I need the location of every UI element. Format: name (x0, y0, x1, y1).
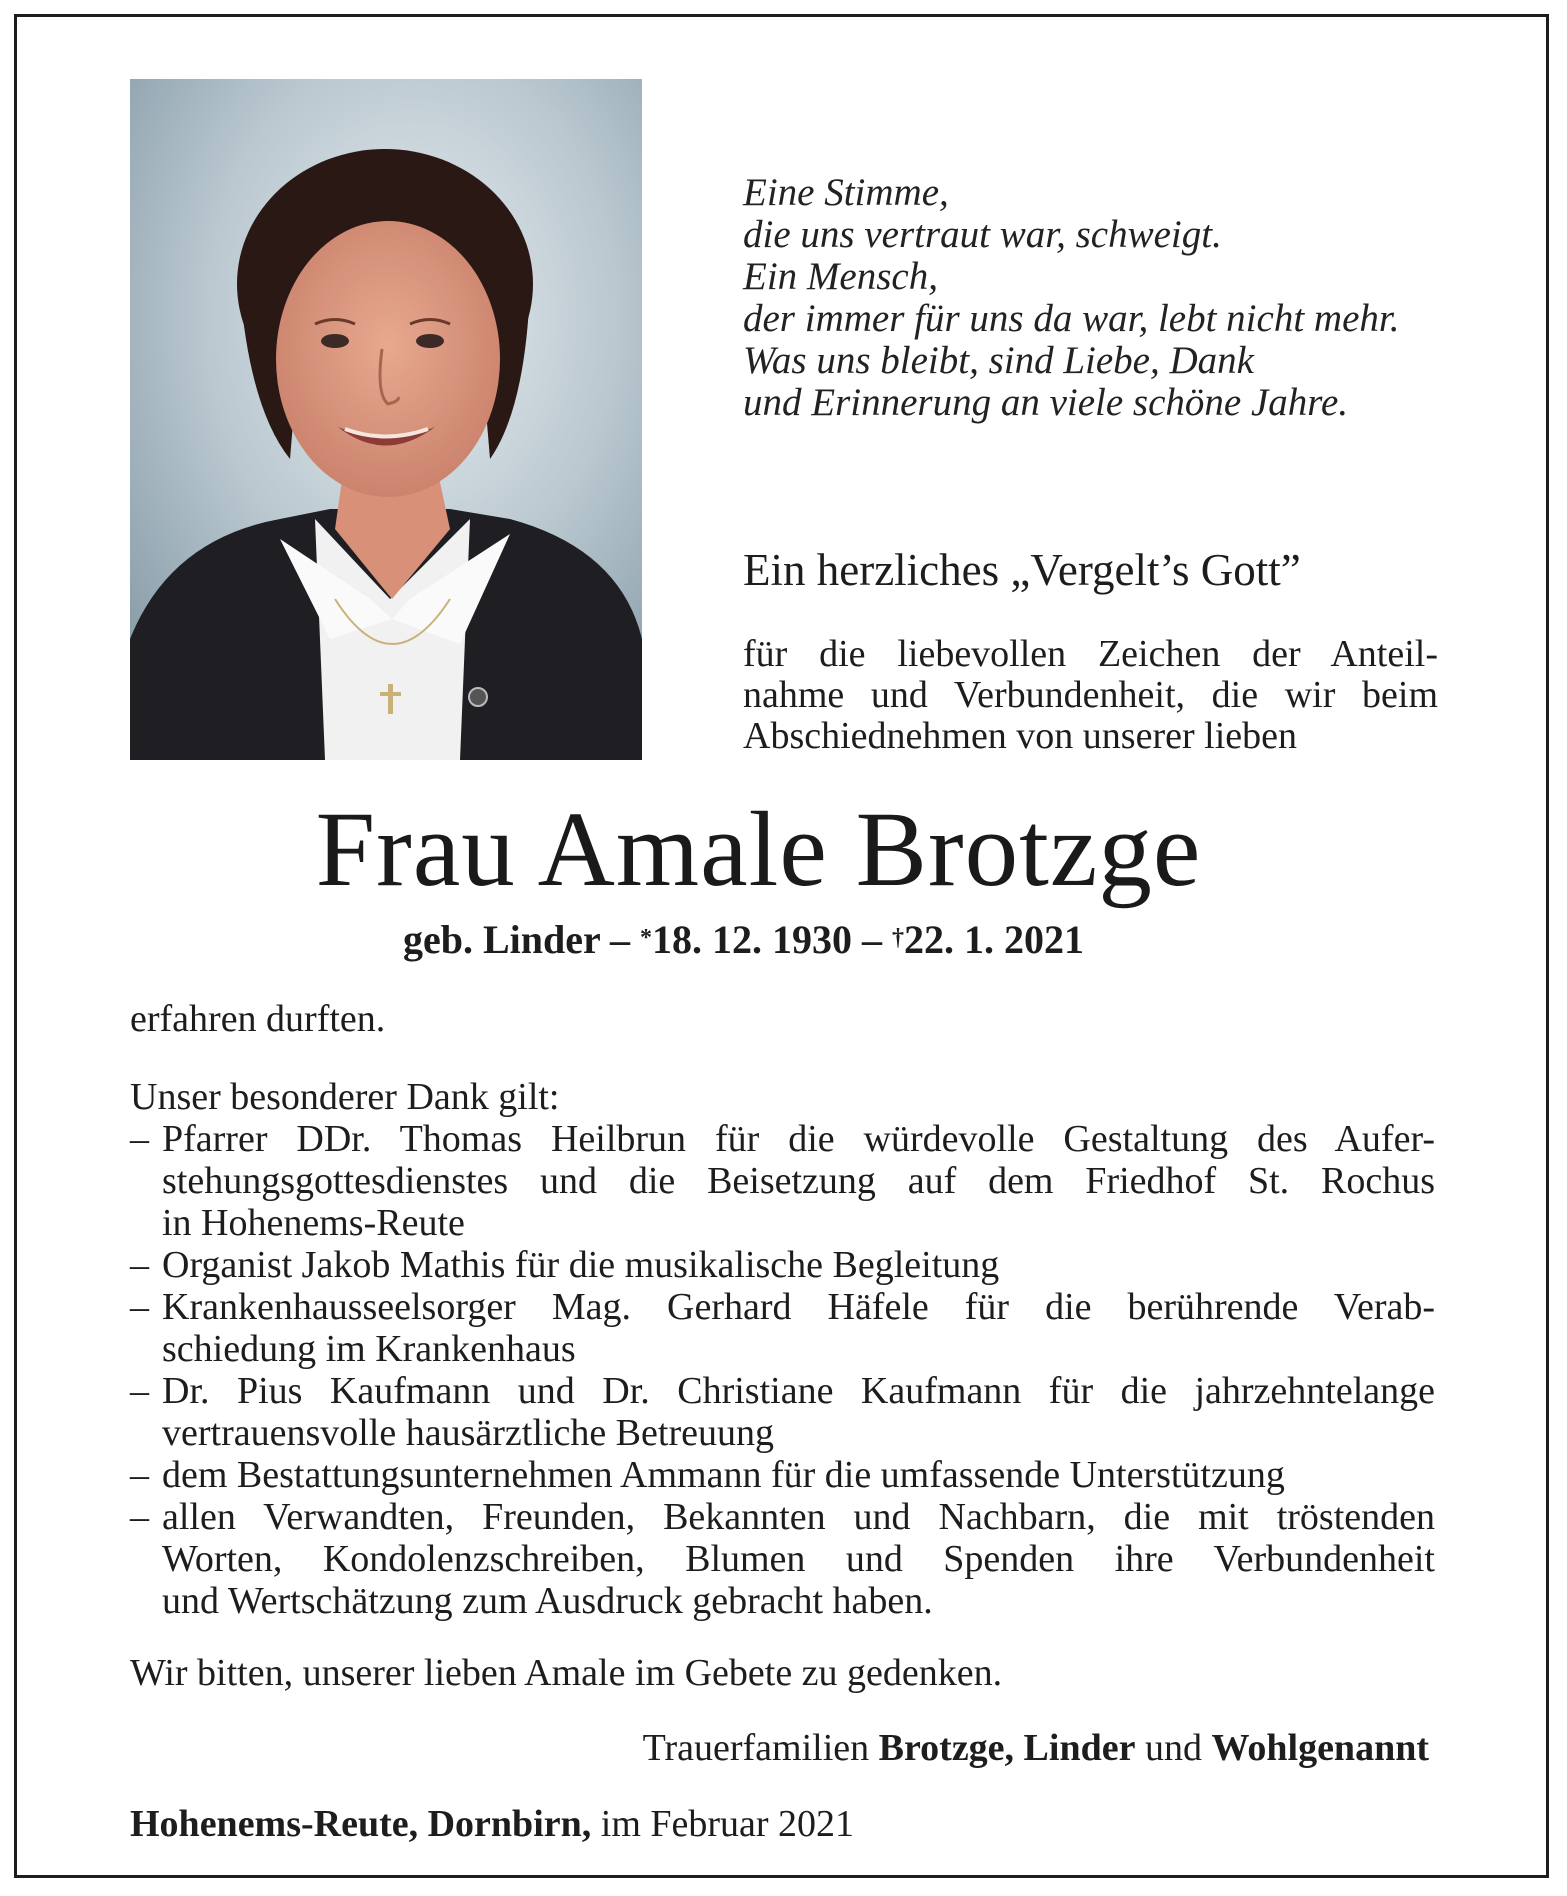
list-item (130, 1454, 1435, 1496)
poem-line: Eine Stimme, (743, 171, 949, 214)
list-dash: – (130, 1118, 149, 1160)
place-date (130, 1802, 854, 1846)
thanks-list (130, 1118, 1435, 1622)
list-dash: – (130, 1286, 149, 1328)
separator: – (862, 917, 883, 962)
intro-line: nahme und Verbundenheit, die wir beim (743, 674, 1438, 716)
life-dates (0, 916, 1567, 964)
signature-families-b: Wohlgenannt (1211, 1727, 1429, 1769)
closing-prayer: Wir bitten, unserer lieben Amale im Gebete zu gedenken. (130, 1652, 1003, 1694)
list-line: vertrauensvolle hausärztliche Betreuung (162, 1412, 774, 1454)
poem-line: und Erinnerung an viele schöne Jahre. (743, 381, 1349, 424)
list-line: Organist Jakob Mathis für die musikalische Begleitung (162, 1244, 1000, 1286)
memorial-poem (743, 172, 1503, 424)
intro-line: für die liebevollen Zeichen der Anteil- (743, 633, 1438, 675)
list-line: Pfarrer DDr. Thomas Heilbrun für die würdevolle Gestaltung des Aufer- (162, 1118, 1435, 1160)
dank-heading: Unser besonderer Dank gilt: (130, 1076, 560, 1118)
list-line: schiedung im Krankenhaus (162, 1328, 576, 1370)
list-line: Dr. Pius Kaufmann und Dr. Christiane Kaufmann für die jahrzehntelange (162, 1370, 1435, 1412)
poem-line: Ein Mensch, (743, 255, 938, 298)
signature-families-a: Brotzge, Linder (878, 1727, 1136, 1769)
continuation-text: erfahren durften. (130, 998, 386, 1040)
signature-conjunction: und (1144, 1727, 1202, 1769)
portrait-image (130, 79, 642, 760)
list-line: stehungsgottesdienstes und die Beisetzung auf dem Friedhof St. Rochus (162, 1160, 1435, 1202)
birth-symbol: * (640, 925, 653, 951)
list-dash: – (130, 1370, 149, 1412)
list-line: und Wertschätzung zum Ausdruck gebracht haben. (162, 1580, 933, 1622)
portrait-photo (130, 79, 642, 760)
list-item (130, 1496, 1435, 1622)
poem-line: Was uns bleibt, sind Liebe, Dank (743, 339, 1254, 382)
list-item (130, 1118, 1435, 1244)
list-item (130, 1370, 1435, 1454)
poem-line: der immer für uns da war, lebt nicht mehr. (743, 297, 1400, 340)
place-date-text: im Februar 2021 (600, 1803, 855, 1845)
intro-text (743, 634, 1438, 757)
death-date: 22. 1. 2021 (904, 917, 1085, 962)
death-symbol: † (892, 925, 905, 951)
signature (643, 1726, 1429, 1770)
signature-prefix: Trauerfamilien (642, 1727, 870, 1769)
maiden-name: geb. Linder (402, 917, 601, 962)
list-dash: – (130, 1496, 149, 1538)
deceased-name: Frau Amale Brotzge (315, 791, 1202, 909)
list-line: Worten, Kondolenzschreiben, Blumen und Spenden ihre Verbundenheit (162, 1538, 1435, 1580)
list-line: Krankenhausseelsorger Mag. Gerhard Häfele für die berührende Verab- (162, 1286, 1435, 1328)
list-item (130, 1286, 1435, 1370)
list-dash: – (130, 1454, 149, 1496)
list-dash: – (130, 1244, 149, 1286)
separator: – (610, 917, 631, 962)
thanks-heading: Ein herzliches „Vergelt’s Gott” (743, 545, 1301, 595)
poem-line: die uns vertraut war, schweigt. (743, 213, 1222, 256)
obituary-body (130, 998, 1435, 1694)
intro-line: Abschiednehmen von unserer lieben (743, 715, 1297, 757)
list-line: allen Verwandten, Freunden, Bekannten und Nachbarn, die mit tröstenden (162, 1496, 1435, 1538)
list-line: dem Bestattungsunternehmen Ammann für die umfassende Unterstützung (162, 1454, 1285, 1496)
list-item (130, 1244, 1435, 1286)
birth-date: 18. 12. 1930 (652, 917, 853, 962)
list-line: in Hohenems-Reute (162, 1202, 465, 1244)
place-location: Hohenems-Reute, Dornbirn, (130, 1803, 592, 1845)
